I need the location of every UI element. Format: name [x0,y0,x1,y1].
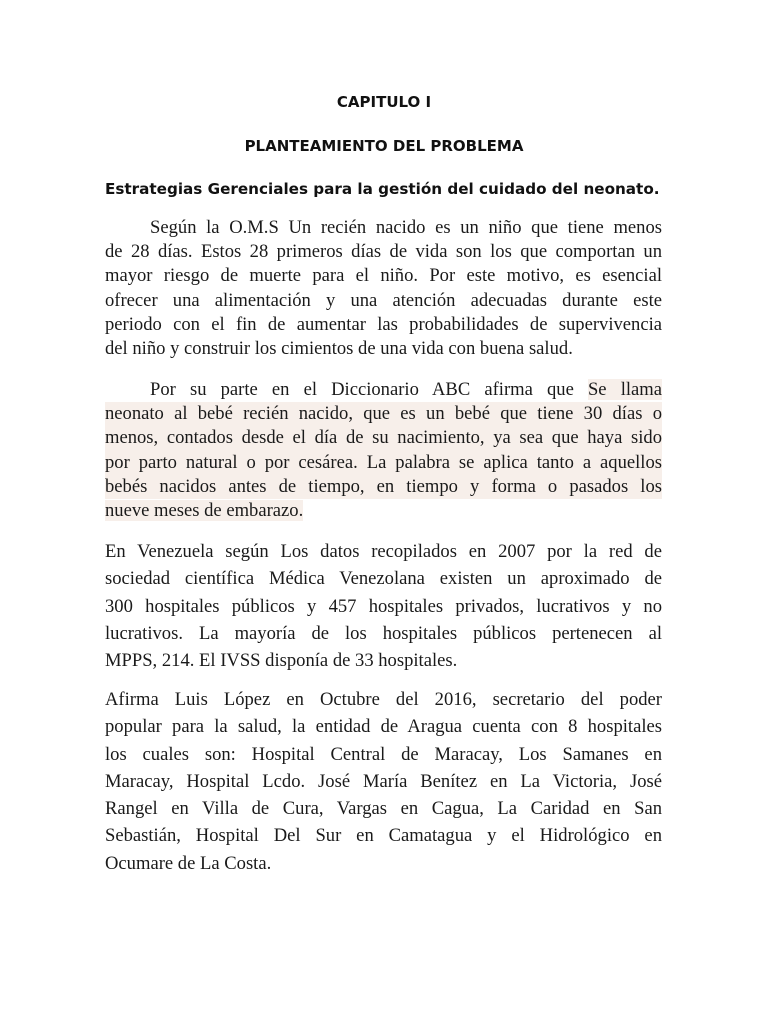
paragraph-line: 300 hospitales públicos y 457 hospitales privados, lucrativos y no [105,595,662,617]
chapter-heading: CAPITULO I [336,93,432,111]
paragraph-line: periodo con el fin de aumentar las probabilidades de supervivencia [105,313,662,335]
paragraph-line: Según la O.M.S Un recién nacido es un niño que tiene menos [150,217,662,238]
paragraph-line: sociedad científica Médica Venezolana existen un aproximado de [105,568,662,590]
paragraph-intro: Por su parte en el Diccionario ABC afirma que [150,379,588,400]
highlighted-quote: Se llama [587,379,662,400]
document-subtitle: Estrategias Gerenciales para la gestión del cuidado del neonato. [105,180,660,198]
paragraph-aragua [105,686,662,877]
paragraph-line: popular para la salud, la entidad de Aragua cuenta con 8 hospitales [105,716,662,738]
paragraph-diccionario [105,378,662,523]
section-heading: PLANTEAMIENTO DEL PROBLEMA [244,137,524,155]
highlighted-line: por parto natural o por cesárea. La palabra se aplica tanto a aquellos [105,451,662,475]
paragraph-oms [105,216,662,361]
paragraph-line: de 28 días. Estos 28 primeros días de vida son los que comportan un [105,241,662,263]
paragraph-line: Sebastián, Hospital Del Sur en Camatagua y el Hidrológico en [105,825,662,847]
paragraph-venezuela [105,538,662,674]
highlighted-quote-end: nueve meses de embarazo. [105,500,304,522]
paragraph-line: ofrecer una alimentación y una atención adecuadas durante este [105,289,662,311]
paragraph-line: Rangel en Villa de Cura, Vargas en Cagua, La Caridad en San [105,798,662,820]
highlighted-line: menos, contados desde el día de su nacimiento, ya sea que haya sido [105,426,662,450]
paragraph-line: mayor riesgo de muerte para el niño. Por este motivo, es esencial [105,265,662,287]
highlighted-line [105,499,662,523]
paragraph-line: Ocumare de La Costa. [105,852,272,874]
paragraph-line: Afirma Luis López en Octubre del 2016, secretario del poder [105,689,662,710]
paragraph-line: Maracay, Hospital Lcdo. José María Benítez en La Victoria, José [105,770,662,792]
paragraph-line [105,378,662,402]
paragraph-line: lucrativos. La mayoría de los hospitales públicos pertenecen al [105,622,662,644]
paragraph-line: MPPS, 214. El IVSS disponía de 33 hospitales. [105,650,458,672]
paragraph-line: los cuales son: Hospital Central de Maracay, Los Samanes en [105,743,662,765]
paragraph-line: En Venezuela según Los datos recopilados en 2007 por la red de [105,541,662,562]
highlighted-line: bebés nacidos antes de tiempo, en tiempo y forma o pasados los [105,475,662,499]
paragraph-line: del niño y construir los cimientos de una vida con buena salud. [105,338,573,360]
highlighted-line: neonato al bebé recién nacido, que es un bebé que tiene 30 días o [105,402,662,426]
